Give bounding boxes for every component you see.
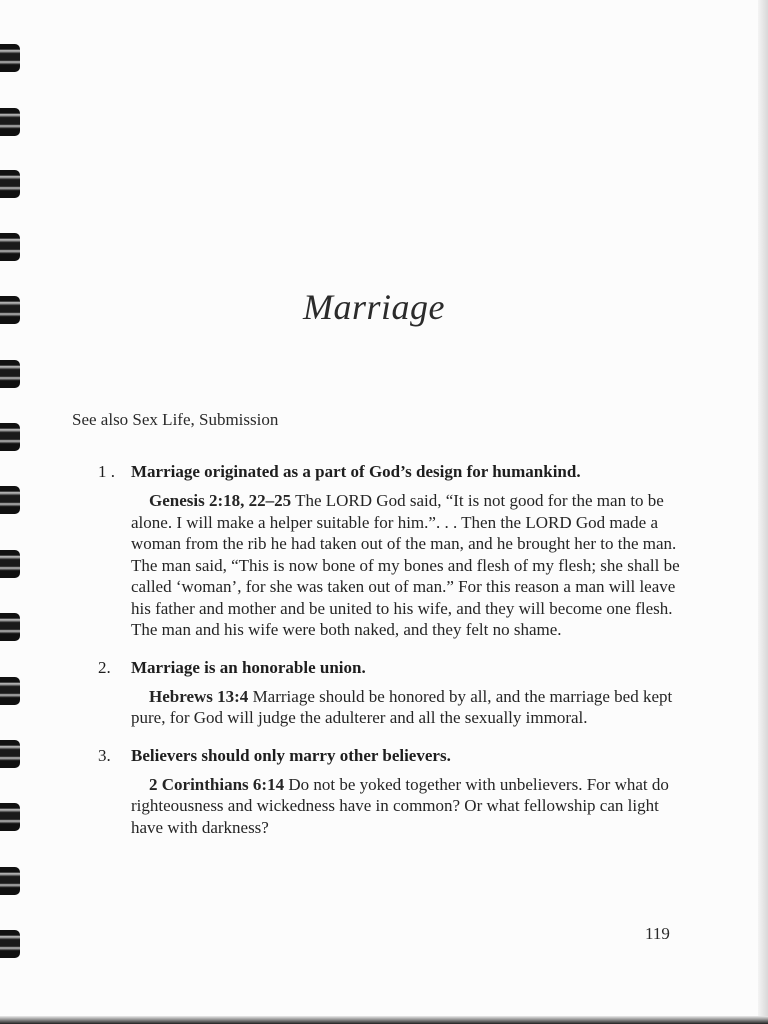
section-number: 1 . bbox=[98, 462, 115, 481]
binding-coil bbox=[0, 423, 20, 451]
section-heading-text: Marriage originated as a part of God’s design for humankind. bbox=[131, 462, 581, 481]
section-heading-text: Marriage is an honorable union. bbox=[131, 657, 366, 677]
section-heading-text: Believers should only marry other believers. bbox=[131, 745, 451, 765]
scripture-reference: 2 Corinthians 6:14 bbox=[149, 774, 285, 794]
section-heading bbox=[98, 656, 688, 680]
scripture-reference: Genesis 2:18, 22–25 bbox=[149, 491, 292, 510]
scripture-reference: Hebrews 13:4 bbox=[149, 686, 249, 706]
section-number: 2. bbox=[98, 657, 111, 677]
binding-coil bbox=[0, 677, 20, 705]
scripture-passage bbox=[131, 774, 688, 839]
scripture-text: The LORD God said, “It is not good for the man to be alone. I will make a helper suitable for him.”. . . Then the LORD God made a woman from the rib he had taken out of the man, and he brought her to the man. The man said, “This is now bone of my bones and flesh of my flesh; she shall be called ‘woman’, for she was taken out of man.” For this reason a man will leave his father and mother and be united to his wife, and they will become one flesh. The man and his wife were both naked, and they felt no shame. bbox=[131, 491, 680, 639]
page-number: 119 bbox=[645, 924, 670, 943]
binding-coil bbox=[0, 740, 20, 768]
section-heading bbox=[98, 460, 688, 484]
binding-coil bbox=[0, 867, 20, 895]
binding-coil bbox=[0, 803, 20, 831]
binding-coil bbox=[0, 486, 20, 514]
scripture-passage bbox=[131, 490, 688, 641]
binding-coil bbox=[0, 930, 20, 958]
sections-list bbox=[98, 460, 688, 853]
binding-coil bbox=[0, 170, 20, 198]
binding-coil bbox=[0, 233, 20, 261]
section-3 bbox=[98, 744, 688, 839]
scripture-passage bbox=[131, 686, 688, 729]
binding-coil bbox=[0, 613, 20, 641]
page-edge-right bbox=[758, 0, 768, 1024]
section-heading bbox=[98, 744, 688, 768]
scripture-text: Marriage should be honored by all, and the marriage bed kept pure, for God will judge the adulterer and all the sexually immoral. bbox=[131, 686, 673, 727]
page-title: Marriage bbox=[303, 287, 445, 327]
section-number: 3. bbox=[98, 745, 111, 765]
section-2 bbox=[98, 656, 688, 729]
binding-coil bbox=[0, 108, 20, 136]
spiral-binding bbox=[0, 0, 24, 1024]
binding-coil bbox=[0, 550, 20, 578]
scripture-text: Do not be yoked together with unbelievers. For what do righteousness and wickedness have in common? Or what fellowship can light have with darkness? bbox=[131, 774, 669, 837]
binding-coil bbox=[0, 44, 20, 72]
see-also-line: See also Sex Life, Submission bbox=[72, 410, 279, 429]
section-1 bbox=[98, 460, 688, 641]
binding-coil bbox=[0, 360, 20, 388]
page-edge-bottom bbox=[0, 1016, 768, 1024]
